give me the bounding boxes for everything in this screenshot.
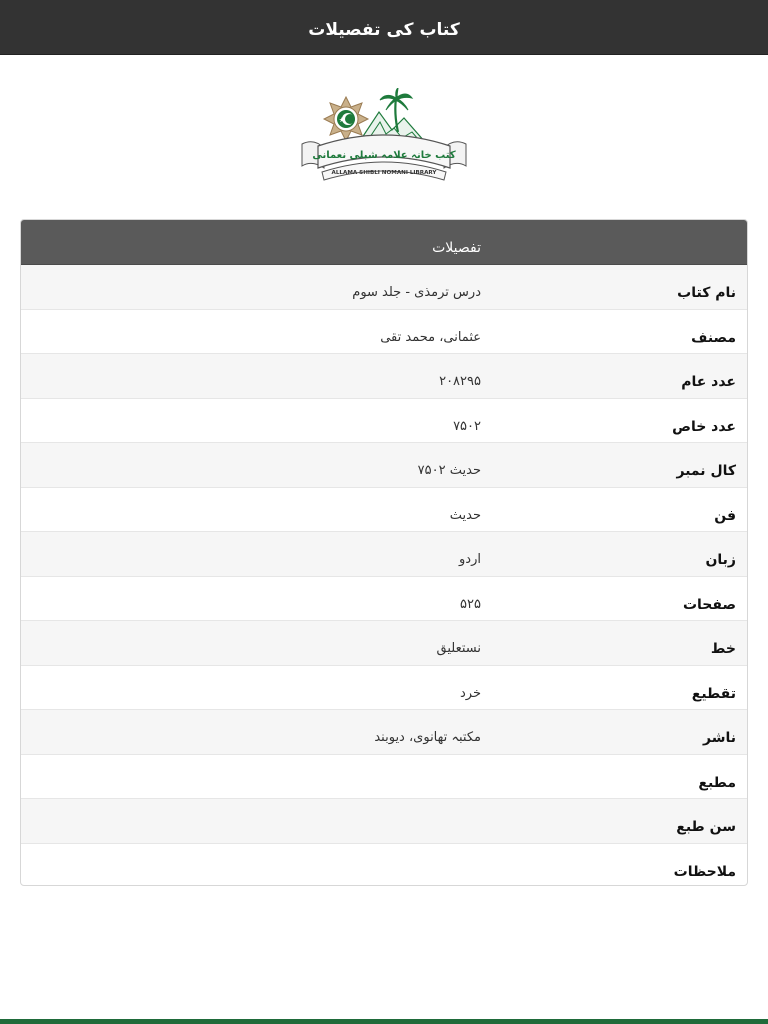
footer-bar — [0, 1019, 768, 1024]
detail-label: عدد خاص — [672, 418, 736, 435]
detail-row — [21, 799, 747, 844]
star-seal-icon — [324, 97, 368, 141]
detail-value: مکتبہ تھانوی، دیوبند — [374, 730, 481, 745]
detail-value: خرد — [460, 685, 481, 701]
details-panel — [20, 219, 748, 886]
detail-value: حدیث — [449, 507, 481, 523]
detail-label: نام کتاب — [677, 285, 736, 301]
detail-row — [21, 310, 747, 355]
detail-row — [21, 844, 747, 887]
detail-value: ۷۵۰۲ — [453, 418, 481, 434]
detail-row — [21, 532, 747, 577]
detail-value: عثمانی، محمد تقی — [380, 329, 481, 345]
detail-value: اردو — [459, 552, 481, 567]
detail-label: خط — [710, 641, 736, 657]
top-bar — [0, 0, 768, 55]
detail-label: ملاحظات — [673, 863, 736, 880]
detail-row — [21, 710, 747, 755]
detail-row — [21, 399, 747, 444]
detail-label: صفحات — [682, 596, 736, 613]
detail-row — [21, 666, 747, 711]
detail-row — [21, 265, 747, 310]
detail-row — [21, 755, 747, 800]
details-panel-title: تفصیلات — [432, 240, 481, 256]
detail-row — [21, 577, 747, 622]
library-logo-image — [294, 88, 474, 186]
ribbon-banner — [302, 135, 466, 180]
detail-value: ۲۰۸۲۹۵ — [439, 374, 481, 389]
detail-label: عدد عام — [681, 374, 736, 390]
logo-english-text: ALLAMA SHIBLI NOMANI LIBRARY — [331, 170, 437, 176]
library-logo — [0, 88, 768, 186]
detail-row — [21, 443, 747, 488]
detail-label: مصنف — [691, 329, 736, 346]
detail-value: درس ترمذی - جلد سوم — [352, 285, 481, 300]
details-panel-header — [21, 220, 747, 265]
detail-label: فن — [714, 507, 736, 524]
detail-label: مطبع — [698, 774, 736, 791]
logo-urdu-text: کتب خانہ علامہ شبلی نعمانی — [312, 150, 456, 161]
detail-row — [21, 354, 747, 399]
detail-label: زبان — [705, 552, 736, 568]
detail-row — [21, 488, 747, 533]
detail-label: سن طبع — [676, 819, 736, 835]
detail-row — [21, 621, 747, 666]
detail-value: ۵۲۵ — [460, 596, 481, 612]
detail-value: نستعلیق — [436, 641, 481, 656]
detail-label: ناشر — [703, 730, 736, 746]
detail-value: حدیث ۷۵۰۲ — [417, 463, 481, 478]
page-title: کتاب کی تفصیلات — [308, 20, 460, 40]
detail-label: کال نمبر — [676, 463, 736, 479]
detail-label: تقطیع — [691, 685, 736, 702]
details-list — [21, 265, 747, 886]
